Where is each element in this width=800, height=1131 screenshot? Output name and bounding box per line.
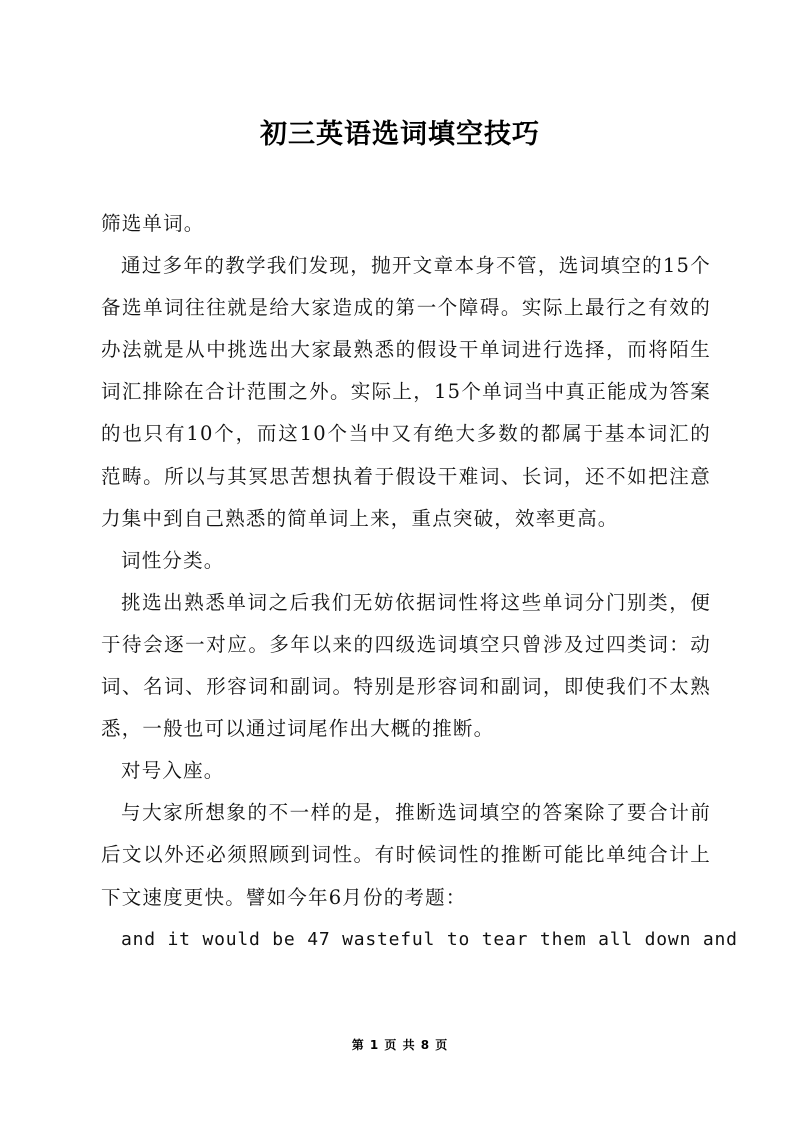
paragraph-heading-match: 对号入座。 [121, 759, 225, 783]
paragraph-word-class: 挑选出熟悉单词之后我们无妨依据词性将这些单词分门别类，便于待会逐一对应。多年以来的四级选词填空只曾涉及过四类词：动词、名词、形容词和副词。特别是形容词和副词，即使我们不太熟悉，一般也可以通过词尾作出大概的推断。 [101, 590, 711, 741]
page-number-footer: 第 1 页 共 8 页 [351, 1038, 449, 1052]
paragraph-filter-words: 通过多年的教学我们发现，抛开文章本身不管，选词填空的15个备选单词往往就是给大家造成的第一个障碍。实际上最行之有效的办法就是从中挑选出大家最熟悉的假设干单词进行选择，而将陌生词汇排除在合计范围之外。实际上，15个单词当中真正能成为答案的也只有10个，而这10个当中又有绝大多数的都属于基本词汇的范畴。所以与其冥思苦想执着于假设干难词、长词，还不如把注意力集中到自己熟悉的简单词上来，重点突破，效率更高。 [101, 254, 711, 530]
paragraph-heading-word-class: 词性分类。 [121, 548, 225, 572]
document-body [101, 203, 738, 961]
paragraph-heading-filter-words: 筛选单词。 [101, 212, 205, 235]
document-title: 初三英语选词填空技巧 [260, 119, 540, 150]
paragraph-example-sentence: and it would be 47 wasteful to tear them all down and [121, 928, 738, 950]
paragraph-match: 与大家所想象的不一样的是，推断选词填空的答案除了要合计前后文以外还必须照顾到词性。有时候词性的推断可能比单纯合计上下文速度更快。譬如今年6月份的考题： [101, 801, 711, 909]
